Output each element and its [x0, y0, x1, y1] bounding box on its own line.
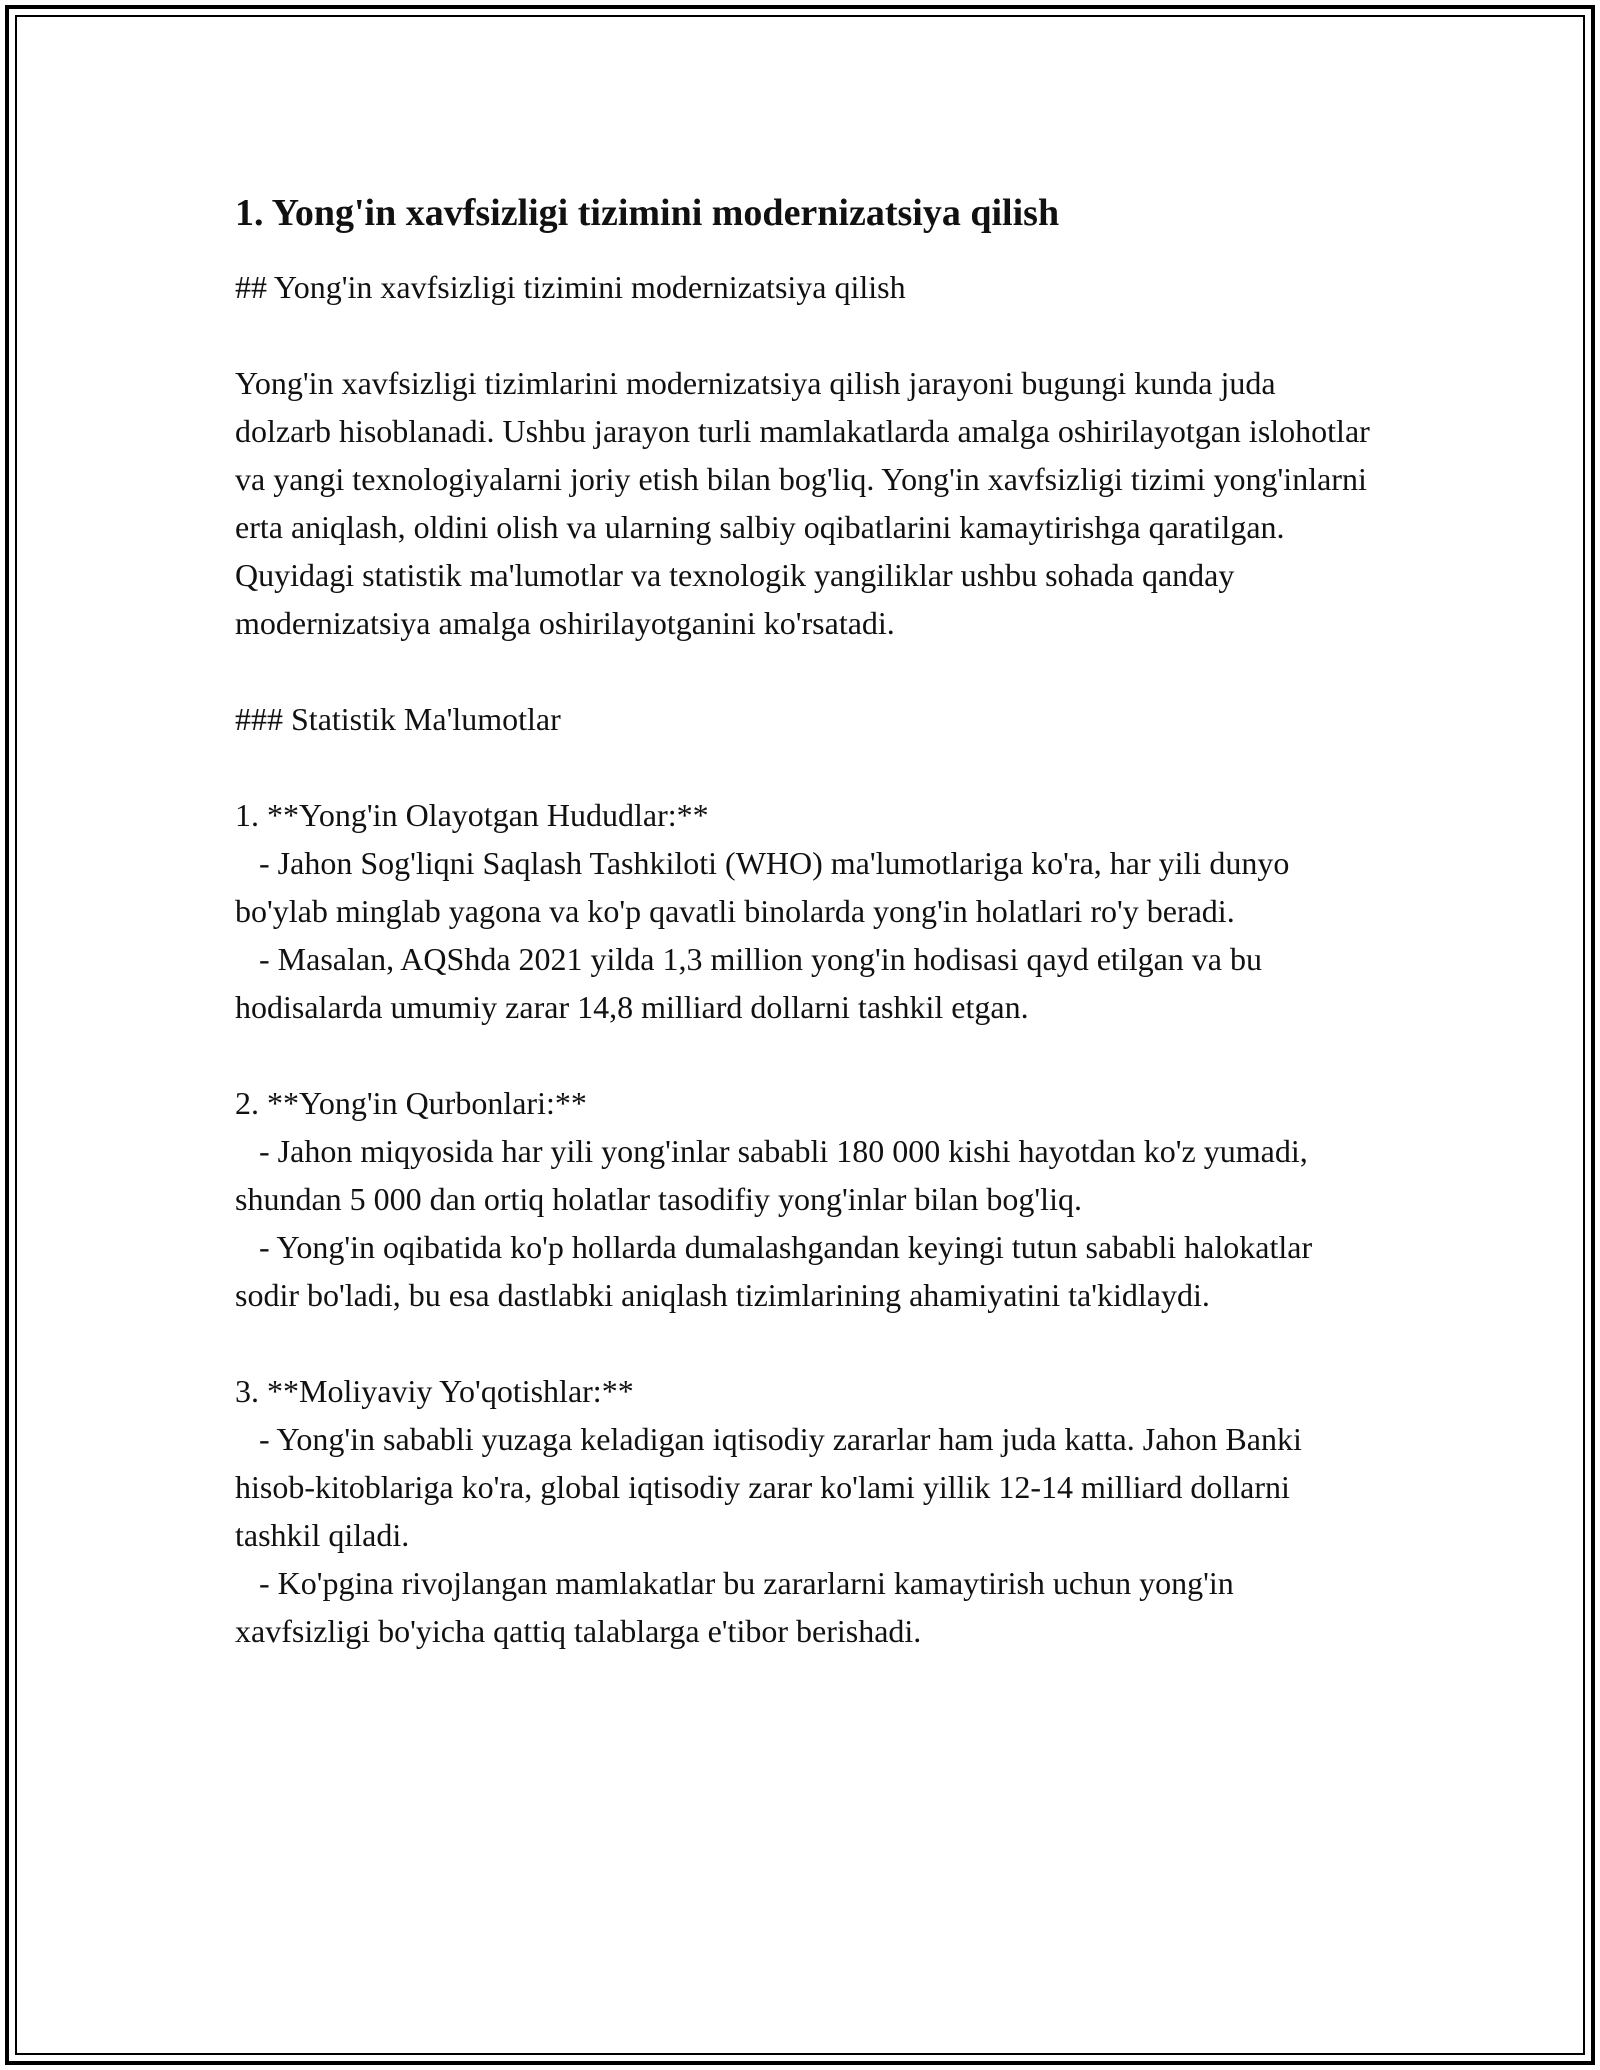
markdown-subheading: ## Yong'in xavfsizligi tizimini modernizatsiya qilish: [235, 269, 906, 305]
section-heading: ### Statistik Ma'lumotlar: [235, 701, 561, 737]
intro-paragraph: Yong'in xavfsizligi tizimlarini modernizatsiya qilish jarayoni bugungi kunda juda dolzarb hisoblanadi. Ushbu jarayon turli mamlakatlarda amalga oshirilayotgan islohotlar va yangi texnologiyalarni joriy etish bilan bog'liq. Yong'in xavfsizligi tizimi yong'inlarni erta aniqlash, oldini olish va ularning salbiy oqibatlarini kamaytirishga qaratilgan. Quyidagi statistik ma'lumotlar va texnologik yangiliklar ushbu sohada qanday modernizatsiya amalga oshirilayotganini ko'rsatadi.: [235, 365, 1370, 641]
stat-bullet: - Ko'pgina rivojlangan mamlakatlar bu zararlarni kamaytirish uchun yong'in xavfsizligi bo'yicha qattiq talablarga e'tibor berishadi.: [235, 1565, 1242, 1649]
spacer: [235, 647, 1375, 695]
document-title: 1. Yong'in xavfsizligi tizimini modernizatsiya qilish: [235, 192, 1060, 234]
stat-bullet: - Yong'in sababli yuzaga keladigan iqtisodiy zararlar ham juda katta. Jahon Banki hisob-kitoblariga ko'ra, global iqtisodiy zarar ko'lami yillik 12-14 milliard dollarni tashkil qiladi.: [235, 1421, 1310, 1553]
stat-item-heading: 1. **Yong'in Olayotgan Hududlar:**: [235, 797, 709, 833]
spacer: [235, 1319, 1375, 1367]
stat-bullet: - Yong'in oqibatida ko'p hollarda dumalashgandan keyingi tutun sababli halokatlar sodir bo'ladi, bu esa dastlabki aniqlash tizimlarining ahamiyatini ta'kidlaydi.: [235, 1229, 1321, 1313]
stat-bullet: - Jahon miqyosida har yili yong'inlar sababli 180 000 kishi hayotdan ko'z yumadi, shundan 5 000 dan ortiq holatlar tasodifiy yong'inlar bilan bog'liq.: [235, 1133, 1316, 1217]
stat-item-heading: 3. **Moliyaviy Yo'qotishlar:**: [235, 1373, 634, 1409]
stat-bullet: - Jahon Sog'liqni Saqlash Tashkiloti (WHO) ma'lumotlariga ko'ra, har yili dunyo bo'ylab minglab yagona va ko'p qavatli binolarda yong'in holatlari ro'y beradi.: [235, 845, 1298, 929]
spacer: [235, 311, 1375, 359]
stat-item-1: [235, 791, 1375, 1031]
spacer: [235, 1031, 1375, 1079]
document-body: [235, 185, 1375, 1655]
spacer: [235, 743, 1375, 791]
stat-item-2: [235, 1079, 1375, 1319]
stat-item-3: [235, 1367, 1375, 1655]
stat-bullet: - Masalan, AQShda 2021 yilda 1,3 million yong'in hodisasi qayd etilgan va bu hodisalarda umumiy zarar 14,8 milliard dollarni tashkil etgan.: [235, 941, 1270, 1025]
stat-item-heading: 2. **Yong'in Qurbonlari:**: [235, 1085, 587, 1121]
